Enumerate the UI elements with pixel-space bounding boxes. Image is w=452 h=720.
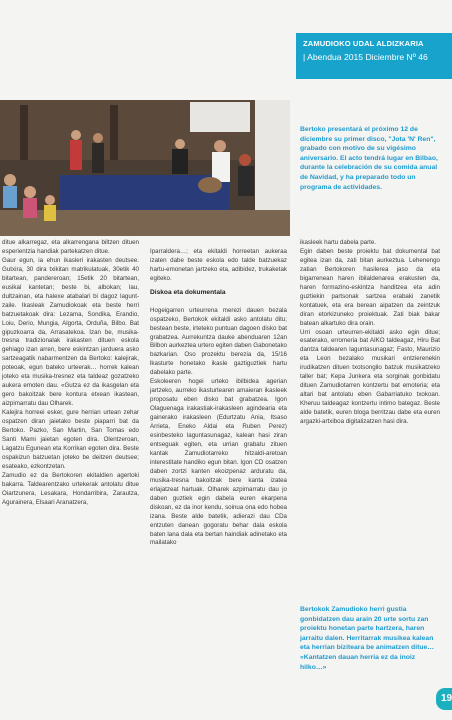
concert-photo-icon — [0, 100, 290, 236]
section-heading: Diskoa eta dokumentala — [150, 288, 226, 296]
magazine-title: ZAMUDIOKO UDAL ALDIZKARIA — [303, 39, 424, 48]
column-2-body: Hogeigarren urteurrena merezi dauen bezala ospatzeko, Bertokok ekitaldi asko antolatu ditu; bestean beste, irteteko puntuan dagoen disko bat grabatzea. Aurrekuntza dauke abenduaren 12an Bilbon aurkeztea urtero egiten daben Gabonetako bazkarian. Oso prozektu berezia da, 15/16 lkasturte honetako ikasle gaztiguztiek hartu dabelako parte. Eskoleeren hogei urteko ibilbidea agerian jartzeko, aurreko ikasturtearen amaieran ikasleek proposatu eben disko bat grabatzea. Igon Olaguenaga irakastiak-irakasleen agindearia eta gainerako irakasleen (Edurtzatu Ania, Itsaso Arrieta, Eneko Aldai eta Ruben Perez) esinbesteko laguntasunagaz, kalean hasi ziran entseguak egiten, eta urrian grabatu zituen kantak Zamudiotarreko hitzaldi-aretoan interestitate handiko egun bitan. Igon CD osatzen daben zortzi kanten ekoizpenaz arduratu da, musika-tresna bakoitzak bere kanta izatea erlajatzeat hartuak. Olharek azpimarratu dau jo daben guztiek egin dabela euren ekarpena diskoan, ez da inor kendu, soinua ona edo hobea izana. Beste alde batetik, adierazi dau CDa entzuten danean gogoratu behar dala eskola baten lana dala eta bertan haindiak adinetako eta mailatako — [150, 306, 287, 547]
issue-date: | Abendua 2015 Diciembre Nº 46 — [303, 52, 428, 62]
article-column-1: ditue alkarregaz, eta alkarrengana biltzen dituen esperientzia handiak partekatzen ditue. Gaur egun, ia ehun ikasleri irakasten deutsee. Gutxira, 30 dira txikitan matrikulatuak, 30etik 40 bitartean, pandereroan; 15etik 20 bitartean, eusikal kantetan; beste bi, albokan; lau, dultzainan, eta halexe atabalari bi dagoz laguntzaile. Ikasleak Zamudiokoak eta beste herri batzuetakoak dira: Lezama, Sondika, Erandio, Loiu, Derio, Mungia, Algorta, Orduña, Bilbo. Bat gipuzkoarra da, Arrasatekoa. Izan be, musika-tresna tradizionalak irakasten dituen eskola gehiago izan arren, bere eskintzan jarduera asko sartzeagatik nabarmentzen da Bertoko: kalejirak, poteoak, egun bateko urteerak… horrek kalean joteko eta musika-tresnez eta taldeaz gozatzeko aukera emoten dau. «Gutza ez da ikasgelan eta gero bakoitzak bere kontura etxean ikastean, aizpimarratu dau Olharek. Kalejira horreei esker, gure herrian urtean zehar ospatzen diran jaietako beste piaparri bat da Bertoko. Pazko, San Martin, San Tomas edo Santi Mami jaietan egoten dira. Olentzeroan, Lagatzu Egunean eta Korrikan egoten dira. Beste ospakizun batzuetan joteko be deitzen deutsee; esateako, ezkontzetan. Zamudio ez da Bertokoren ekitaldien agertoki bakarra. Taldearentzako urtekerak antolatu ditue Oiartzunera, Lesakara, Hondarribira, Zarautza, Agurainera, Elsaari Aranatzera, — [2, 239, 139, 506]
column-2-intro: Iparraldera…; eta ekitaldi horreetan aukeraa izaten dabe beste eskola edo talde batzuekaz hartu-emonetan jartzeko eta, adibidez, trukaketak egiteko. — [150, 247, 287, 282]
article-column-2 — [150, 239, 287, 548]
article-column-3: ikasleek hartu dabela parte. Egin daben beste proiektu bat dokumental bat egitea izan da, zati bitan aurkeztua. Lehenengo zatian Bertokoren hasilerea jaso da eta bigarrenean haren ibilaldenarea erakusten da, haren formazino-eskintza handitzea eta adin guztiekin partsonak sartzea erabaki zanetik kontatuek, eta era berean aipatzen da zeintzuk diran etorkizuneko proiektuak. Zati biak bakar batean alkartuko dira orain. Urri osoan urteurren-ekitaldi asko egin ditue; esaterako, erromeria bat AIKO taldeagaz, Hiru Bat dantza taldearen laguntasunagaz; Fasto, Maurizio eta Leon bezalako musikari entzierenekin irudikatzen dituen txotsongilo batzuk musikatzeko taller bat; Kepa Junkera eta sorginak gonbidatu dituen Zamudiotarren kontzertu bat emoteria; eta altari bat antolatu eben Gabarriatuko txokoan. Kheruu taldeagaz kontzertu intimo bategaz. Beste alde batetik, euren bloga berritzau dabe eta euren argazki-artxiboa digitalizatzen hasi dira. — [300, 239, 440, 426]
pull-quote-top: Bertoko presentará el próximo 12 de diciembre su primer disco, "Jota 'N' Ren", grabado con motivo de su vigésimo aniversario. El acto tendrá lugar en Bilbao, durante la celebración de su comida anual de Navidad, y ha preparado todo un programa de actividades. — [300, 126, 438, 191]
concert-photo — [0, 100, 290, 236]
magazine-header — [296, 33, 452, 79]
pull-quote-bottom: Bertokok Zamudioko herri gustia gonbidatzen dau arain 20 urte sortu zan proiektu honetan parte hartzera, haren jarraitu dalen. Herritarrak musikea kalean eta herrian biziteara be animatzen ditue… «Kantatzen dauan herria ez da inoiz hilko…» — [300, 606, 435, 671]
page-number: 19 — [436, 688, 452, 710]
